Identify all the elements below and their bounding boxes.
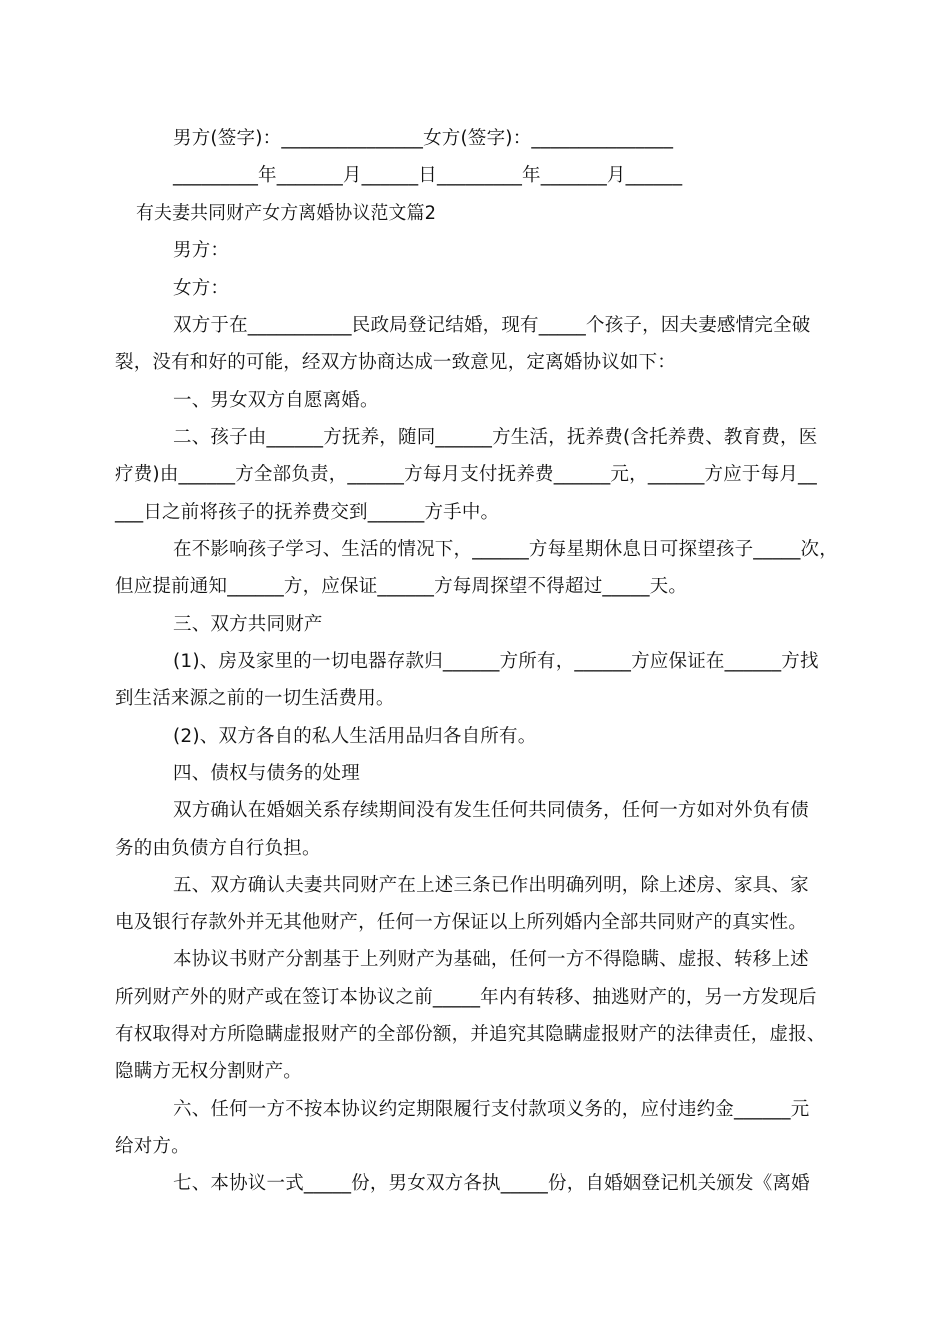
- paragraph-line: 电及银行存款外并无其他财产，任何一方保证以上所列婚内全部共同财产的真实性。: [115, 912, 807, 933]
- paragraph-line: 有权取得对方所隐瞒虚报财产的全部份额，并追究其隐瞒虚报财产的法律责任，虚报、: [115, 1024, 826, 1045]
- signature-line: 男方(签字)：_______________女方(签字)：_______________: [173, 128, 674, 149]
- clause-heading: 三、双方共同财产: [173, 614, 323, 635]
- paragraph-line: (1)、房及家里的一切电器存款归______方所有，______方应保证在______方找: [173, 651, 819, 672]
- clause-heading: 四、债权与债务的处理: [173, 763, 361, 784]
- paragraph-line: 但应提前通知______方，应保证______方每周探望不得超过_____天。: [115, 576, 688, 597]
- paragraph-line: 疗费)由______方全部负责，______方每月支付抚养费______元，______方应于每月__: [115, 464, 817, 485]
- paragraph-line: (2)、双方各自的私人生活用品归各自所有。: [173, 726, 537, 747]
- date-line: _________年_______月______日_________年_______月______: [173, 165, 683, 186]
- section-title: 有夫妻共同财产女方离婚协议范文篇2: [136, 203, 437, 224]
- paragraph-line: 五、双方确认夫妻共同财产在上述三条已作出明确列明，除上述房、家具、家: [173, 875, 809, 896]
- paragraph-line: 在不影响孩子学习、生活的情况下，______方每星期休息日可探望孩子_____次，: [173, 539, 838, 560]
- paragraph-line: 隐瞒方无权分割财产。: [115, 1061, 303, 1082]
- paragraph-line: 六、任何一方不按本协议约定期限履行支付款项义务的，应付违约金______元: [173, 1099, 810, 1120]
- paragraph-line: 双方确认在婚姻关系存续期间没有发生任何共同债务，任何一方如对外负有债: [173, 800, 809, 821]
- paragraph-line: 双方于在___________民政局登记结婚，现有_____个孩子，因夫妻感情完全破: [173, 315, 811, 336]
- paragraph-line: 到生活来源之前的一切生活费用。: [115, 688, 395, 709]
- party-female-label: 女方：: [173, 278, 230, 299]
- paragraph-line: 所列财产外的财产或在签订本协议之前_____年内有转移、抽逃财产的，另一方发现后: [115, 987, 817, 1008]
- paragraph-line: 本协议书财产分割基于上列财产为基础，任何一方不得隐瞒、虚报、转移上述: [173, 949, 809, 970]
- paragraph-line: 给对方。: [115, 1136, 190, 1157]
- paragraph-line: 务的由负债方自行负担。: [115, 838, 321, 859]
- paragraph-line: 二、孩子由______方抚养，随同______方生活，抚养费(含托养费、教育费，医: [173, 427, 818, 448]
- party-male-label: 男方：: [173, 240, 230, 261]
- paragraph-line: 裂，没有和好的可能，经双方协商达成一致意见，定离婚协议如下：: [115, 352, 677, 373]
- paragraph-line: 七、本协议一式_____份，男女双方各执_____份，自婚姻登记机关颁发《离婚: [173, 1173, 810, 1194]
- paragraph-line: ___日之前将孩子的抚养费交到______方手中。: [115, 502, 500, 523]
- clause-heading: 一、男女双方自愿离婚。: [173, 390, 379, 411]
